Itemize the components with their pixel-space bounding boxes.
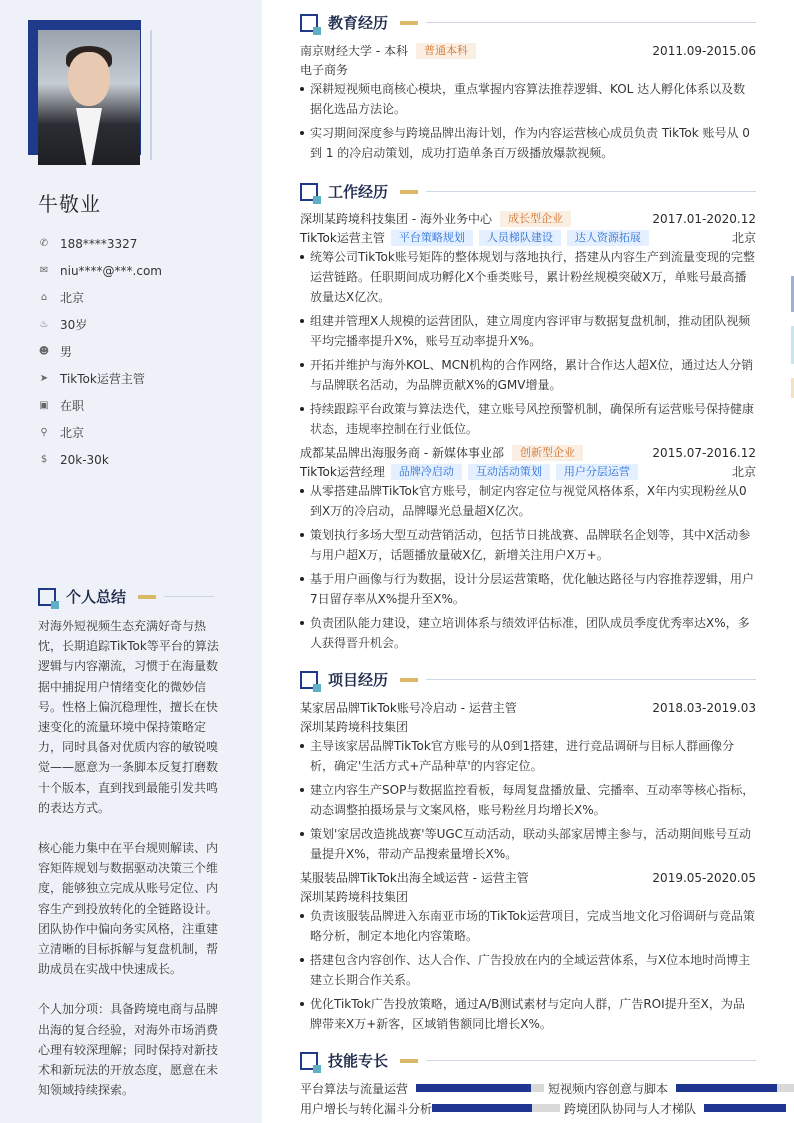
skills-header [300, 1050, 756, 1071]
project-header-row [300, 868, 756, 887]
project-bullet: 主导该家居品牌TikTok官方账号的从0到1搭建，进行竞品调研与目标人群画像分析，确定'生活方式+产品种草'的内容定位。 [300, 736, 756, 776]
project-org: 深圳某跨境科技集团 [300, 720, 409, 734]
school-tag: 普通本科 [416, 43, 476, 59]
skill-name: 平台算法与流量运营 [300, 1081, 409, 1096]
education-bullet: 实习期间深度参与跨境品牌出海计划，作为内容运营核心成员负责 TikTok 账号从 0 到 1 的冷启动策划，成功打造单条百万级播放爆款视频。 [300, 123, 756, 163]
section-accent-line [400, 21, 418, 25]
skill-tag: 互动活动策划 [468, 464, 550, 480]
section-accent-line [138, 595, 156, 599]
section-square-icon [300, 183, 318, 201]
info-text: 188****3327 [60, 236, 138, 251]
skill-tag: 品牌冷启动 [391, 464, 462, 480]
skill-bar [416, 1084, 544, 1092]
education-header [300, 12, 756, 33]
job-bullet: 基于用户画像与行为数据，设计分层运营策略，优化触达路径与内容推荐逻辑，用户7日留存率从X%提升至X%。 [300, 569, 756, 609]
skill-bar-fill [432, 1104, 532, 1112]
company-tag: 创新型企业 [512, 445, 583, 461]
skill-tag: 达人资源拓展 [567, 230, 649, 246]
summary-paragraph: 对海外短视频生态充满好奇与热忱，长期追踪TikTok等平台的算法逻辑与内容潮流，习惯于在海量数据中捕捉用户情绪变化的微妙信号。性格上偏沉稳理性，擅长在快速变化的流量环境中保持策略定力，同时具备对优质内容的敏锐嗅觉——愿意为一条脚本反复打磨数十个版本，直到找到最能引发共鸣的表达方式。 [38, 619, 219, 815]
job-role-group [300, 229, 649, 246]
section-rule [426, 22, 756, 23]
company-name: 深圳某跨境科技集团 - 海外业务中心 [300, 212, 492, 226]
contact-info [38, 230, 248, 473]
project-name: 某服装品牌TikTok出海全域运营 - 运营主管 [300, 871, 529, 885]
mail-icon: ✉ [39, 265, 49, 276]
section-square-icon [300, 671, 318, 689]
summary-title: 个人总结 [66, 588, 127, 606]
sidebar [0, 0, 262, 1123]
project-date: 2018.03-2019.03 [652, 700, 756, 715]
project-bullet: 策划'家居改造挑战赛'等UGC互动活动，联动头部家居博主参与，活动期间账号互动量提升X%，带动产品搜索量增长X%。 [300, 824, 756, 864]
skill-name: 短视频内容创意与脚本 [548, 1081, 669, 1096]
summary-paragraph: 核心能力集中在平台规则解读、内容矩阵规划与数据驱动决策三个维度，能够独立完成从账号定位、内容生产到投放转化的全链路设计。团队协作中偏向务实风格，注重建立清晰的目标拆解与复盘机制，帮助成员在实战中快速成长。 [38, 841, 219, 977]
skill-name: 用户增长与转化漏斗分析 [300, 1101, 433, 1116]
summary-text [38, 616, 220, 1120]
job-header-row [300, 443, 756, 462]
job-bullet: 组建并管理X人规模的运营团队，建立周度内容评审与数据复盘机制，推动团队视频平均完播率提升X%，账号互动率提升X%。 [300, 311, 756, 351]
project-name: 某家居品牌TikTok账号冷启动 - 运营主管 [300, 701, 517, 715]
skill-bar-fill [416, 1084, 531, 1092]
info-text: 30岁 [60, 318, 88, 332]
salary-icon: $ [40, 454, 48, 465]
info-text: niu****@***.com [60, 263, 162, 278]
skill-tag: 平台策略规划 [391, 230, 473, 246]
gender-icon: ☻ [38, 346, 50, 357]
project-bullet: 搭建包含内容创作、达人合作、广告投放在内的全域运营体系，与X位本地时尚博主建立长期合作关系。 [300, 950, 756, 990]
education-section [300, 41, 756, 167]
info-row [38, 284, 248, 311]
job-bullet: 开拓并维护与海外KOL、MCN机构的合作网络，累计合作达人超X位，通过达人分销与品牌联名活动，为品牌贡献X%的GMV增量。 [300, 355, 756, 395]
skill-tag: 用户分层运营 [556, 464, 638, 480]
skills-section [300, 1078, 794, 1118]
company-tag: 成长型企业 [500, 211, 571, 227]
info-row [38, 392, 248, 419]
avatar [38, 30, 140, 165]
skill-row [300, 1078, 794, 1098]
info-text: 在职 [60, 399, 85, 413]
candidate-name: 牛敬业 [38, 192, 101, 216]
job-date: 2015.07-2016.12 [652, 445, 756, 460]
project-org-row [300, 887, 756, 906]
project-header [300, 669, 756, 690]
job-bullet: 策划执行多场大型互动营销活动，包括节日挑战赛、品牌联名企划等，其中X活动参与用户超X万，话题播放量破X亿，新增关注用户X万+。 [300, 525, 756, 565]
project-bullet: 负责该服装品牌进入东南亚市场的TikTok运营项目，完成当地文化习俗调研与竞品策略分析，制定本地化内容策略。 [300, 906, 756, 946]
photo-frame-accent [150, 30, 152, 160]
info-row [38, 338, 248, 365]
skill-tag: 人员梯队建设 [479, 230, 561, 246]
section-square-icon [300, 14, 318, 32]
job-city: 北京 [731, 465, 756, 479]
job-bullet: 负责团队能力建设，建立培训体系与绩效评估标准，团队成员季度优秀率达X%，多人获得晋升机会。 [300, 613, 756, 653]
project-org: 深圳某跨境科技集团 [300, 890, 409, 904]
skill-bar-fill [704, 1104, 786, 1112]
skill-row [300, 1098, 794, 1118]
job-company-group [300, 444, 583, 461]
project-title: 项目经历 [328, 671, 389, 689]
skills-title: 技能专长 [328, 1052, 389, 1070]
info-row [38, 419, 248, 446]
job-role-group [300, 463, 638, 480]
skill-bar [432, 1104, 560, 1112]
send-icon: ➤ [39, 373, 49, 384]
job-bullet: 持续跟踪平台政策与算法迭代，建立账号风控预警机制，确保所有运营账号保持健康状态，违规率控制在行业低位。 [300, 399, 756, 439]
company-name: 成都某品牌出海服务商 - 新媒体事业部 [300, 446, 504, 460]
section-square-icon [38, 588, 56, 606]
project-section [300, 698, 756, 1038]
job-bullet: 从零搭建品牌TikTok官方账号，制定内容定位与视觉风格体系，X年内实现粉丝从0到X万的冷启动，品牌曝光总量超X亿次。 [300, 481, 756, 521]
skill-bar [676, 1084, 794, 1092]
project-org-row [300, 717, 756, 736]
info-row [38, 446, 248, 473]
summary-header [38, 586, 238, 607]
education-date: 2011.09-2015.06 [652, 43, 756, 58]
section-rule [426, 1060, 756, 1061]
job-date: 2017.01-2020.12 [652, 211, 756, 226]
job-role-row [300, 462, 756, 481]
section-accent-line [400, 190, 418, 194]
project-date: 2019.05-2020.05 [652, 870, 756, 885]
education-title: 教育经历 [328, 14, 389, 32]
info-row [38, 311, 248, 338]
work-title: 工作经历 [328, 183, 389, 201]
project-header-row [300, 698, 756, 717]
work-header [300, 181, 756, 202]
info-text: 20k-30k [60, 452, 109, 467]
section-rule [164, 596, 214, 597]
work-section [300, 209, 756, 657]
home-icon: ⌂ [40, 292, 48, 303]
phone-icon: ✆ [39, 238, 49, 249]
job-header-row [300, 209, 756, 228]
info-row [38, 365, 248, 392]
cake-icon: ♨ [39, 319, 49, 330]
section-accent-line [400, 678, 418, 682]
education-bullet: 深耕短视频电商核心模块，重点掌握内容算法推荐逻辑、KOL 达人孵化体系以及数据化选品方法论。 [300, 79, 756, 119]
job-role-row [300, 228, 756, 247]
location-icon: ⚲ [40, 427, 48, 438]
info-text: 北京 [60, 426, 85, 440]
info-text: 男 [60, 345, 73, 359]
section-accent-line [400, 1059, 418, 1063]
job-role: TikTok运营主管 [300, 231, 385, 245]
job-bullet: 统筹公司TikTok账号矩阵的整体规划与落地执行，搭建从内容生产到流量变现的完整运营链路。任职期间成功孵化X个垂类账号，累计粉丝规模突破X万，单账号最高播放量达X亿次。 [300, 247, 756, 307]
info-row [38, 257, 248, 284]
summary-paragraph: 个人加分项：具备跨境电商与品牌出海的复合经验，对海外市场消费心理有较深理解；同时保持对新技术和新玩法的开放态度，愿意在未知领域持续探索。 [38, 1002, 219, 1098]
section-square-icon [300, 1052, 318, 1070]
job-role: TikTok运营经理 [300, 465, 385, 479]
info-row [38, 230, 248, 257]
skill-bar [704, 1104, 786, 1112]
briefcase-icon: ▣ [39, 400, 49, 411]
section-rule [426, 679, 756, 680]
section-rule [426, 191, 756, 192]
job-city: 北京 [731, 231, 756, 245]
skill-name: 跨境团队协同与人才梯队 [564, 1101, 697, 1116]
project-bullet: 优化TikTok广告投放策略，通过A/B测试素材与定向人群，广告ROI提升至X，为品牌带来X万+新客，区域销售额同比增长X%。 [300, 994, 756, 1034]
info-text: 北京 [60, 291, 85, 305]
school-name: 南京财经大学 - 本科 [300, 44, 408, 58]
major: 电子商务 [300, 63, 349, 77]
info-text: TikTok运营主管 [60, 372, 145, 386]
project-bullet: 建立内容生产SOP与数据监控看板，每周复盘播放量、完播率、互动率等核心指标，动态调整拍摄场景与文案风格，账号粉丝月均增长X%。 [300, 780, 756, 820]
job-company-group [300, 210, 571, 227]
skill-bar-fill [676, 1084, 777, 1092]
